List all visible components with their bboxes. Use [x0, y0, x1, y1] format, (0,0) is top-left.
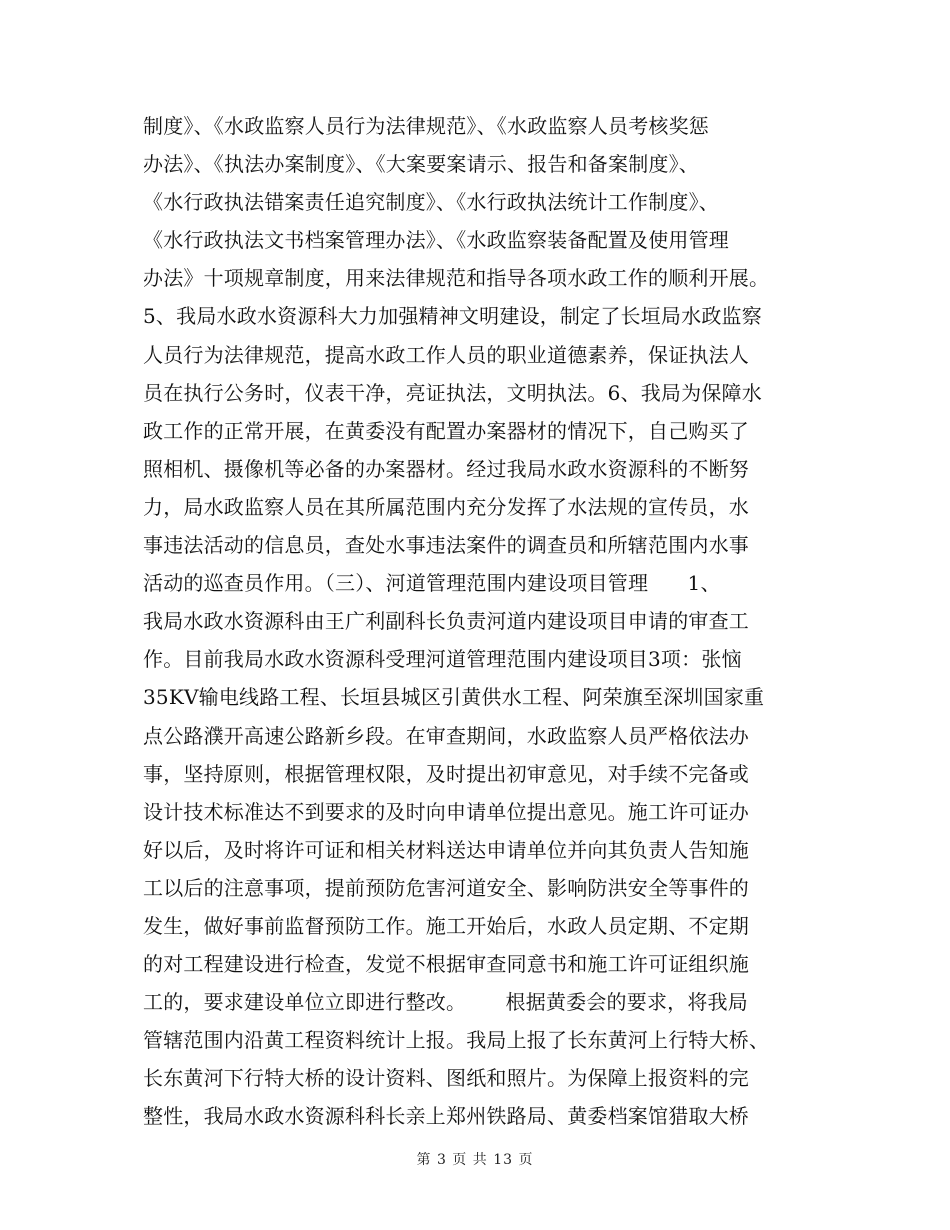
text-line: 员在执行公务时，仪表干净，亮证执法，文明执法。6、我局为保障水	[143, 380, 762, 405]
text-line: 《水行政执法文书档案管理办法》、《水政监察装备配置及使用管理	[143, 228, 729, 253]
text-line: 长东黄河下行特大桥的设计资料、图纸和照片。为保障上报资料的完	[143, 1066, 749, 1091]
document-body	[143, 107, 823, 1136]
text-line: 照相机、摄像机等必备的办案器材。经过我局水政水资源科的不断努	[143, 456, 749, 481]
text-line: 我局水政水资源科由王广利副科长负责河道内建设项目申请的审查工	[143, 609, 749, 634]
text-line: 《水行政执法错案责任追究制度》、《水行政执法统计工作制度》、	[143, 190, 719, 215]
text-line: 整性，我局水政水资源科科长亲上郑州铁路局、黄委档案馆猎取大桥	[143, 1104, 749, 1129]
text-line: 工的，要求建设单位立即进行整改。 根据黄委会的要求，将我局	[143, 990, 748, 1015]
text-line: 活动的巡查员作用。（三）、河道管理范围内建设项目管理 1、	[143, 571, 721, 596]
text-line: 5、我局水政水资源科大力加强精神文明建设，制定了长垣局水政监察	[143, 304, 762, 329]
text-line: 35KV输电线路工程、长垣县城区引黄供水工程、阿荣旗至深圳国家重	[143, 685, 765, 710]
text-line: 力，局水政监察人员在其所属范围内充分发挥了水法规的宣传员，水	[143, 494, 749, 519]
text-line: 设计技术标准达不到要求的及时向申请单位提出意见。施工许可证办	[143, 799, 749, 824]
text-line: 点公路濮开高速公路新乡段。在审查期间，水政监察人员严格依法办	[143, 723, 749, 748]
text-line: 政工作的正常开展，在黄委没有配置办案器材的情况下，自己购买了	[143, 418, 749, 443]
text-line: 管辖范围内沿黄工程资料统计上报。我局上报了长东黄河上行特大桥、	[143, 1028, 770, 1053]
text-line: 办法》、《执法办案制度》、《大案要案请示、报告和备案制度》、	[143, 152, 699, 177]
page-number-footer: 第 3 页 共 13 页	[416, 1152, 534, 1168]
text-line: 人员行为法律规范，提高水政工作人员的职业道德素养，保证执法人	[143, 342, 749, 367]
text-line: 制度》、《水政监察人员行为法律规范》、《水政监察人员考核奖惩	[143, 114, 709, 138]
text-line: 办法》十项规章制度，用来法律规范和指导各项水政工作的顺利开展。	[143, 266, 770, 291]
text-line: 发生，做好事前监督预防工作。施工开始后，水政人员定期、不定期	[143, 913, 749, 938]
text-line: 工以后的注意事项，提前预防危害河道安全、影响防洪安全等事件的	[143, 875, 749, 900]
text-line: 好以后，及时将许可证和相关材料送达申请单位并向其负责人告知施	[143, 837, 749, 862]
text-line: 事违法活动的信息员，查处水事违法案件的调查员和所辖范围内水事	[143, 533, 749, 558]
text-line: 事，坚持原则，根据管理权限，及时提出初审意见，对手续不完备或	[143, 761, 749, 786]
text-line: 作。目前我局水政水资源科受理河道管理范围内建设项目3项：张恼	[143, 647, 742, 672]
text-line: 的对工程建设进行检查，发觉不根据审查同意书和施工许可证组织施	[143, 952, 749, 977]
